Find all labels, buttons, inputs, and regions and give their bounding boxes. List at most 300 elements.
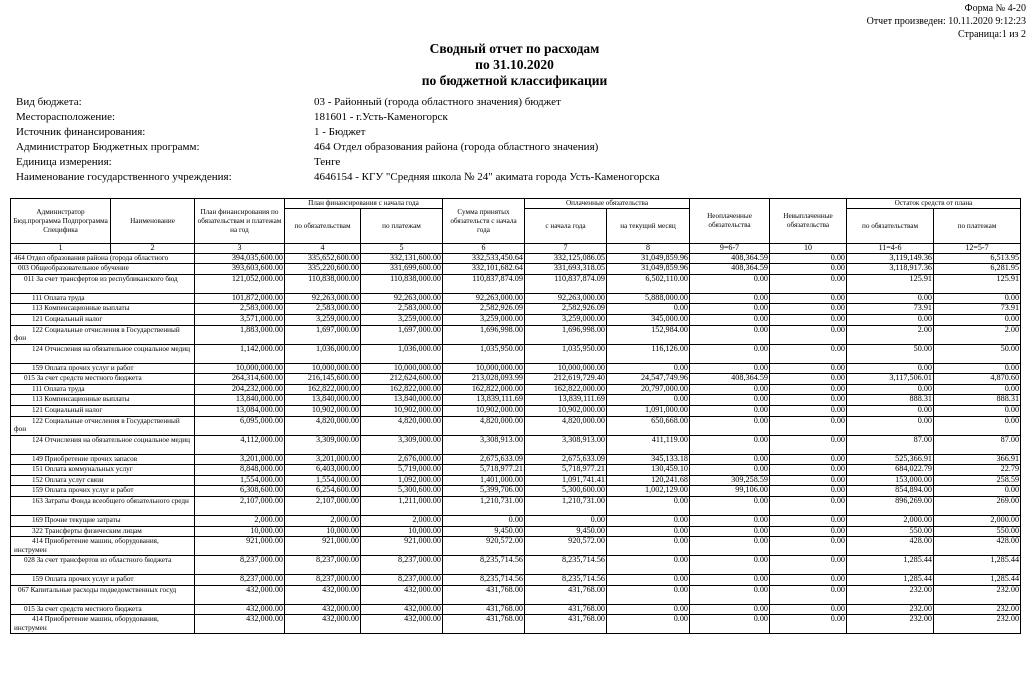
- row-value: 13,840,000.00: [285, 395, 361, 406]
- row-value: 0.00: [690, 615, 770, 634]
- row-value: 0.00: [770, 585, 847, 604]
- row-value: 332,101,682.64: [443, 264, 525, 275]
- row-value: 0.00: [770, 556, 847, 575]
- row-value: 0.00: [770, 515, 847, 526]
- col-number: 6: [443, 244, 525, 254]
- row-value: 0.00: [607, 585, 690, 604]
- col-number: 9=6-7: [690, 244, 770, 254]
- row-value: 0.00: [607, 363, 690, 374]
- info-row: [16, 140, 660, 155]
- row-value: 0.00: [934, 416, 1021, 435]
- row-value: 0.00: [770, 526, 847, 537]
- row-value: 22.79: [934, 465, 1021, 476]
- row-value: 3,259,000.00: [285, 314, 361, 325]
- row-value: 0.00: [690, 465, 770, 476]
- row-value: 213,028,093.99: [443, 374, 525, 385]
- row-value: 2,000.00: [847, 515, 934, 526]
- row-value: 8,237,000.00: [361, 575, 443, 586]
- row-value: 0.00: [934, 384, 1021, 395]
- row-value: 20,797,000.00: [607, 384, 690, 395]
- row-value: 366.91: [934, 454, 1021, 465]
- row-value: 1,285.44: [934, 556, 1021, 575]
- row-value: 120,241.68: [607, 475, 690, 486]
- row-name: 011 За счет трансфертов из республиканского бюд: [11, 274, 195, 293]
- row-value: 2,000.00: [285, 515, 361, 526]
- table-row: [11, 537, 1021, 556]
- row-value: 116,126.00: [607, 344, 690, 363]
- table-row: [11, 556, 1021, 575]
- row-value: 2,583,000.00: [285, 304, 361, 315]
- col-number: 7: [525, 244, 607, 254]
- row-value: 3,259,000.00: [443, 314, 525, 325]
- row-value: 92,263,000.00: [443, 293, 525, 304]
- row-value: 431,768.00: [443, 585, 525, 604]
- row-value: 0.00: [770, 435, 847, 454]
- col-number: 10: [770, 244, 847, 254]
- row-value: 0.00: [770, 405, 847, 416]
- row-value: 432,000.00: [285, 604, 361, 615]
- row-value: 345,000.00: [607, 314, 690, 325]
- row-value: 2,583,000.00: [361, 304, 443, 315]
- row-value: 2,582,926.09: [443, 304, 525, 315]
- row-value: 0.00: [690, 496, 770, 515]
- row-value: 432,000.00: [361, 615, 443, 634]
- row-value: 0.00: [690, 363, 770, 374]
- row-value: 0.00: [934, 405, 1021, 416]
- row-value: 8,235,714.56: [525, 575, 607, 586]
- row-value: 431,768.00: [525, 604, 607, 615]
- row-value: 212,624,600.00: [361, 374, 443, 385]
- row-value: 3,201,000.00: [285, 454, 361, 465]
- col-paid-since-header: с начала года: [525, 209, 607, 244]
- info-row: [16, 110, 660, 125]
- table-row: [11, 395, 1021, 406]
- row-value: 5,300,600.00: [525, 486, 607, 497]
- row-value: 73.91: [934, 304, 1021, 315]
- row-value: 0.00: [607, 604, 690, 615]
- row-value: 896,269.00: [847, 496, 934, 515]
- row-value: 5,888,000.00: [607, 293, 690, 304]
- row-value: 0.00: [847, 314, 934, 325]
- row-value: 130,459.10: [607, 465, 690, 476]
- row-name: 111 Оплата труда: [11, 293, 195, 304]
- row-value: 432,000.00: [195, 615, 285, 634]
- row-name: 124 Отчисления на обязательное социальное медиц: [11, 435, 195, 454]
- row-value: 0.00: [690, 604, 770, 615]
- row-value: 0.00: [607, 615, 690, 634]
- report-produced-date: Отчет произведен: 10.11.2020 9:12:23: [866, 16, 1026, 27]
- row-value: 4,820,000.00: [361, 416, 443, 435]
- row-value: 162,822,000.00: [525, 384, 607, 395]
- row-value: 0.00: [690, 274, 770, 293]
- row-value: 684,022.79: [847, 465, 934, 476]
- row-value: 335,220,600.00: [285, 264, 361, 275]
- row-name: 124 Отчисления на обязательное социальное медиц: [11, 344, 195, 363]
- row-value: 1,285.44: [847, 556, 934, 575]
- row-name: 015 За счет средств местного бюджета: [11, 374, 195, 385]
- row-value: 432,000.00: [195, 585, 285, 604]
- row-value: 2,107,000.00: [195, 496, 285, 515]
- row-value: 432,000.00: [195, 604, 285, 615]
- row-value: 332,533,450.64: [443, 253, 525, 264]
- row-value: 0.00: [770, 486, 847, 497]
- info-label: Месторасположение:: [16, 111, 116, 123]
- page-indicator: Страница:1 из 2: [957, 29, 1026, 40]
- row-value: 0.00: [607, 575, 690, 586]
- row-value: 152,984.00: [607, 325, 690, 344]
- col-plan-since-header: План финансирования с начала года: [285, 199, 443, 209]
- row-value: 0.00: [770, 496, 847, 515]
- row-value: 3,119,149.36: [847, 253, 934, 264]
- row-value: 5,718,977.21: [443, 465, 525, 476]
- row-value: 428.00: [934, 537, 1021, 556]
- row-value: 309,258.59: [690, 475, 770, 486]
- row-value: 216,145,600.00: [285, 374, 361, 385]
- row-value: 1,285.44: [847, 575, 934, 586]
- row-value: 0.00: [770, 537, 847, 556]
- row-value: 0.00: [607, 496, 690, 515]
- row-value: 432,000.00: [361, 585, 443, 604]
- row-value: 269.00: [934, 496, 1021, 515]
- row-value: 431,768.00: [443, 615, 525, 634]
- row-value: 0.00: [525, 515, 607, 526]
- row-name: 121 Социальный налог: [11, 405, 195, 416]
- col-number: 12=5-7: [934, 244, 1021, 254]
- row-value: 0.00: [690, 575, 770, 586]
- row-value: 0.00: [847, 384, 934, 395]
- col-unpaid-header: Неоплаченные обязательства: [690, 199, 770, 244]
- table-body: [11, 253, 1021, 634]
- row-value: 204,232,000.00: [195, 384, 285, 395]
- row-name: 152 Оплата услуг связи: [11, 475, 195, 486]
- row-value: 2,107,000.00: [285, 496, 361, 515]
- title-line-3: по бюджетной классификации: [421, 73, 608, 88]
- row-value: 0.00: [934, 363, 1021, 374]
- info-label: Единица измерения:: [16, 156, 112, 168]
- row-value: 2,675,633.09: [443, 454, 525, 465]
- table-row: [11, 526, 1021, 537]
- row-value: 162,822,000.00: [285, 384, 361, 395]
- row-name: 151 Оплата коммунальных услуг: [11, 465, 195, 476]
- col-paid-header: Оплаченные обязательства: [525, 199, 690, 209]
- row-value: 0.00: [770, 454, 847, 465]
- row-value: 408,364.59: [690, 264, 770, 275]
- row-value: 432,000.00: [285, 585, 361, 604]
- row-value: 345,133.18: [607, 454, 690, 465]
- row-value: 6,254,600.00: [285, 486, 361, 497]
- info-value: 4646154 - КГУ "Средняя школа № 24" акимата города Усть-Каменогорска: [314, 171, 660, 183]
- row-value: 232.00: [847, 585, 934, 604]
- row-value: 8,237,000.00: [361, 556, 443, 575]
- col-number: 5: [361, 244, 443, 254]
- row-value: 921,000.00: [361, 537, 443, 556]
- table-row: [11, 374, 1021, 385]
- info-value: 03 - Районный (города областного значения) бюджет: [314, 96, 561, 108]
- row-value: 0.00: [690, 314, 770, 325]
- row-value: 232.00: [934, 585, 1021, 604]
- row-value: 411,119.00: [607, 435, 690, 454]
- row-value: 8,235,714.56: [525, 556, 607, 575]
- col-number: 8: [607, 244, 690, 254]
- row-value: 110,838,000.00: [361, 274, 443, 293]
- row-value: 92,263,000.00: [285, 293, 361, 304]
- row-value: 0.00: [690, 405, 770, 416]
- row-value: 0.00: [770, 264, 847, 275]
- title-line-1: Сводный отчет по расходам: [429, 41, 600, 56]
- row-value: 3,259,000.00: [525, 314, 607, 325]
- table-row: [11, 475, 1021, 486]
- row-name: 159 Оплата прочих услуг и работ: [11, 486, 195, 497]
- row-value: 8,237,000.00: [195, 575, 285, 586]
- table-row: [11, 454, 1021, 465]
- row-value: 888.31: [934, 395, 1021, 406]
- row-value: 13,839,111.69: [443, 395, 525, 406]
- table-row: [11, 253, 1021, 264]
- row-value: 10,000,000.00: [443, 363, 525, 374]
- info-label: Наименование государственного учреждения:: [16, 171, 232, 183]
- info-value: 1 - Бюджет: [314, 126, 366, 138]
- info-value: 181601 - г.Усть-Каменогорск: [314, 111, 448, 123]
- row-value: 408,364.59: [690, 374, 770, 385]
- row-value: 4,820,000.00: [525, 416, 607, 435]
- row-value: 393,603,600.00: [195, 264, 285, 275]
- row-value: 0.00: [607, 304, 690, 315]
- row-value: 432,000.00: [361, 604, 443, 615]
- col-admin-header: Администратор Бюд.программа Подпрограмма Специфика: [11, 199, 111, 244]
- table-row: [11, 615, 1021, 634]
- row-value: 110,838,000.00: [285, 274, 361, 293]
- table-row: [11, 384, 1021, 395]
- row-value: 0.00: [690, 395, 770, 406]
- table-row: [11, 264, 1021, 275]
- row-name: 414 Приобретение машин, оборудования, инструмен: [11, 537, 195, 556]
- row-value: 3,117,506.01: [847, 374, 934, 385]
- row-value: 854,894.00: [847, 486, 934, 497]
- row-value: 1,696,998.00: [525, 325, 607, 344]
- row-value: 0.00: [690, 515, 770, 526]
- row-value: 332,125,086.05: [525, 253, 607, 264]
- row-value: 8,235,714.56: [443, 556, 525, 575]
- row-value: 1,697,000.00: [361, 325, 443, 344]
- table-row: [11, 293, 1021, 304]
- row-value: 31,049,859.96: [607, 253, 690, 264]
- row-name: 111 Оплата труда: [11, 384, 195, 395]
- row-value: 0.00: [770, 374, 847, 385]
- row-value: 8,235,714.56: [443, 575, 525, 586]
- row-value: 0.00: [847, 416, 934, 435]
- row-value: 0.00: [934, 293, 1021, 304]
- row-value: 99,106.00: [690, 486, 770, 497]
- row-value: 1,092,000.00: [361, 475, 443, 486]
- table-row: [11, 515, 1021, 526]
- row-name: 067 Капитальные расходы подведомственных госуд: [11, 585, 195, 604]
- row-value: 525,366.91: [847, 454, 934, 465]
- row-value: 13,840,000.00: [195, 395, 285, 406]
- row-value: 9,450.00: [443, 526, 525, 537]
- row-value: 0.00: [607, 537, 690, 556]
- col-remain-header: Остаток средств от плана: [847, 199, 1021, 209]
- row-value: 0.00: [847, 293, 934, 304]
- row-value: 550.00: [847, 526, 934, 537]
- row-value: 1,036,000.00: [285, 344, 361, 363]
- row-value: 10,902,000.00: [285, 405, 361, 416]
- row-value: 0.00: [443, 515, 525, 526]
- info-row: [16, 170, 660, 185]
- row-value: 394,035,600.00: [195, 253, 285, 264]
- row-value: 13,084,000.00: [195, 405, 285, 416]
- row-value: 232.00: [934, 615, 1021, 634]
- row-value: 2,676,000.00: [361, 454, 443, 465]
- row-value: 0.00: [607, 556, 690, 575]
- row-value: 8,237,000.00: [285, 556, 361, 575]
- row-name: 028 За счет трансфертов из областного бюджета: [11, 556, 195, 575]
- table-row: [11, 314, 1021, 325]
- row-value: 431,768.00: [443, 604, 525, 615]
- row-value: 0.00: [690, 293, 770, 304]
- row-name: 414 Приобретение машин, оборудования, инструмен: [11, 615, 195, 634]
- row-name: 122 Социальные отчисления в Государственный фон: [11, 325, 195, 344]
- row-name: 169 Прочие текущие затраты: [11, 515, 195, 526]
- row-value: 3,308,913.00: [525, 435, 607, 454]
- row-value: 0.00: [770, 575, 847, 586]
- row-value: 2,000.00: [361, 515, 443, 526]
- row-value: 1,091,000.00: [607, 405, 690, 416]
- row-value: 0.00: [847, 405, 934, 416]
- row-value: 0.00: [607, 515, 690, 526]
- col-number: 11=4-6: [847, 244, 934, 254]
- row-value: 10,000,000.00: [285, 363, 361, 374]
- row-value: 0.00: [690, 384, 770, 395]
- row-value: 0.00: [770, 615, 847, 634]
- row-value: 0.00: [690, 454, 770, 465]
- table-header: [11, 199, 1021, 254]
- row-value: 0.00: [770, 384, 847, 395]
- row-value: 3,201,000.00: [195, 454, 285, 465]
- row-value: 1,036,000.00: [361, 344, 443, 363]
- row-value: 212,619,729.40: [525, 374, 607, 385]
- row-name: 159 Оплата прочих услуг и работ: [11, 575, 195, 586]
- row-value: 1,002,129.00: [607, 486, 690, 497]
- row-value: 0.00: [847, 363, 934, 374]
- col-name-header: Наименование: [111, 199, 195, 244]
- expense-report-table: [10, 198, 1021, 634]
- row-value: 1,091,741.41: [525, 475, 607, 486]
- row-value: 4,820,000.00: [285, 416, 361, 435]
- row-value: 3,118,917.36: [847, 264, 934, 275]
- row-name: 121 Социальный налог: [11, 314, 195, 325]
- info-value: 464 Отдел образования района (города областного значения): [314, 141, 599, 153]
- row-value: 9,450.00: [525, 526, 607, 537]
- row-value: 0.00: [770, 344, 847, 363]
- table-row: [11, 435, 1021, 454]
- row-name: 122 Социальные отчисления в Государственный фон: [11, 416, 195, 435]
- row-value: 0.00: [607, 526, 690, 537]
- row-value: 92,263,000.00: [361, 293, 443, 304]
- row-name: 113 Компенсационные выплаты: [11, 395, 195, 406]
- row-value: 1,883,000.00: [195, 325, 285, 344]
- col-plan-header: План финансирования по обязательствам и платежам на год: [195, 199, 285, 244]
- row-name: 322 Трансферты физическим лицам: [11, 526, 195, 537]
- row-value: 2,000.00: [195, 515, 285, 526]
- row-value: 6,513.95: [934, 253, 1021, 264]
- row-value: 6,403,000.00: [285, 465, 361, 476]
- row-value: 10,000.00: [285, 526, 361, 537]
- row-value: 331,693,318.05: [525, 264, 607, 275]
- row-value: 3,259,000.00: [361, 314, 443, 325]
- info-value: Тенге: [314, 156, 341, 168]
- row-value: 258.59: [934, 475, 1021, 486]
- row-value: 431,768.00: [525, 585, 607, 604]
- row-value: 3,309,000.00: [361, 435, 443, 454]
- row-value: 87.00: [847, 435, 934, 454]
- row-value: 92,263,000.00: [525, 293, 607, 304]
- row-value: 0.00: [690, 585, 770, 604]
- row-value: 0.00: [607, 395, 690, 406]
- row-value: 121,052,000.00: [195, 274, 285, 293]
- info-label: Администратор Бюджетных программ:: [16, 141, 200, 153]
- col-plan-since-pay-header: по платежам: [361, 209, 443, 244]
- row-value: 10,902,000.00: [443, 405, 525, 416]
- row-value: 1,401,000.00: [443, 475, 525, 486]
- row-value: 264,314,600.00: [195, 374, 285, 385]
- row-value: 87.00: [934, 435, 1021, 454]
- row-value: 428.00: [847, 537, 934, 556]
- row-value: 0.00: [690, 435, 770, 454]
- row-value: 0.00: [770, 304, 847, 315]
- row-value: 8,848,000.00: [195, 465, 285, 476]
- table-row: [11, 274, 1021, 293]
- table-row: [11, 575, 1021, 586]
- row-value: 0.00: [934, 314, 1021, 325]
- row-value: 50.00: [934, 344, 1021, 363]
- row-value: 1,554,000.00: [195, 475, 285, 486]
- table-row: [11, 604, 1021, 615]
- row-value: 10,000,000.00: [525, 363, 607, 374]
- row-value: 153,000.00: [847, 475, 934, 486]
- row-value: 0.00: [690, 556, 770, 575]
- row-value: 232.00: [934, 604, 1021, 615]
- col-sum-accepted-header: Сумма принятых обязательств с начала года: [443, 199, 525, 244]
- row-value: 1,696,998.00: [443, 325, 525, 344]
- row-value: 101,872,000.00: [195, 293, 285, 304]
- row-value: 13,840,000.00: [361, 395, 443, 406]
- row-value: 1,142,000.00: [195, 344, 285, 363]
- row-value: 0.00: [690, 304, 770, 315]
- col-number: 1: [11, 244, 111, 254]
- row-value: 0.00: [770, 475, 847, 486]
- report-info: [16, 95, 660, 185]
- row-value: 110,837,874.09: [443, 274, 525, 293]
- row-value: 5,719,000.00: [361, 465, 443, 476]
- table-row: [11, 486, 1021, 497]
- row-value: 162,822,000.00: [443, 384, 525, 395]
- row-value: 125.91: [934, 274, 1021, 293]
- row-value: 1,035,950.00: [443, 344, 525, 363]
- col-number: 4: [285, 244, 361, 254]
- row-value: 0.00: [770, 314, 847, 325]
- row-value: 0.00: [770, 274, 847, 293]
- row-value: 2.00: [847, 325, 934, 344]
- row-value: 1,554,000.00: [285, 475, 361, 486]
- row-value: 10,902,000.00: [525, 405, 607, 416]
- row-value: 162,822,000.00: [361, 384, 443, 395]
- row-value: 31,049,859.96: [607, 264, 690, 275]
- row-value: 5,399,706.00: [443, 486, 525, 497]
- row-value: 0.00: [690, 537, 770, 556]
- table-row: [11, 416, 1021, 435]
- row-value: 331,699,600.00: [361, 264, 443, 275]
- row-name: 464 Отдел образования района (города областного: [11, 253, 195, 264]
